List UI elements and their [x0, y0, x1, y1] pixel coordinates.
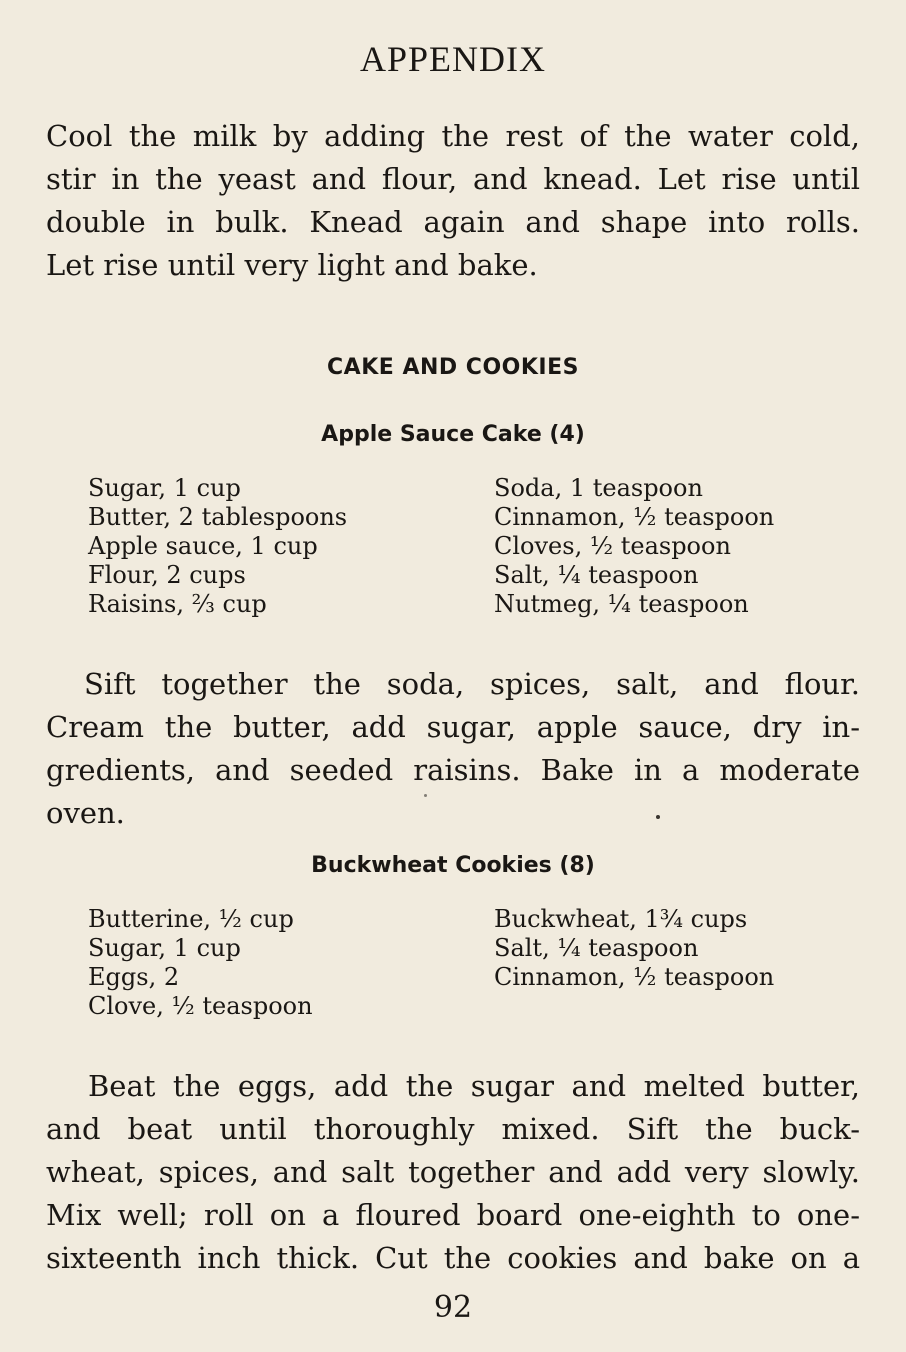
ingredient-item: Flour, 2 cups: [88, 561, 246, 589]
ingredient-item: Cinnamon, ½ teaspoon: [494, 963, 775, 991]
ink-speck: [424, 794, 427, 797]
ingredient-item: Sugar, 1 cup: [88, 474, 241, 502]
ingredient-column-right: [494, 905, 774, 992]
ingredient-item: Buckwheat, 1¾ cups: [494, 905, 748, 933]
paragraph-line: Sift together the soda, spices, salt, and flour.: [84, 667, 860, 701]
paragraph-line: stir in the yeast and flour, and knead. Let rise until: [46, 162, 860, 196]
ingredient-item: Butterine, ½ cup: [88, 905, 294, 933]
paragraph-line: Let rise until very light and bake.: [46, 248, 538, 282]
paragraph-line: Beat the eggs, add the sugar and melted butter,: [88, 1069, 860, 1103]
ingredient-item: Salt, ¼ teaspoon: [494, 934, 699, 962]
ingredient-column-right: [494, 474, 774, 619]
paragraph-line: Cream the butter, add sugar, apple sauce, dry in-: [46, 710, 860, 744]
paragraph-line: double in bulk. Knead again and shape into rolls.: [46, 205, 860, 239]
ingredient-item: Cloves, ½ teaspoon: [494, 532, 731, 560]
paragraph-line: oven.: [46, 796, 125, 830]
paragraph-line: Mix well; roll on a floured board one-eighth to one-: [46, 1198, 860, 1232]
ingredient-item: Eggs, 2: [88, 963, 180, 991]
paragraph-line: and beat until thoroughly mixed. Sift the buck-: [46, 1112, 860, 1146]
intro-paragraph: [46, 115, 860, 287]
recipe-title-apple-sauce-cake: Apple Sauce Cake (4): [321, 422, 585, 447]
ingredient-item: Nutmeg, ¼ teaspoon: [494, 590, 749, 618]
ingredient-item: Cinnamon, ½ teaspoon: [494, 503, 775, 531]
paragraph-line: wheat, spices, and salt together and add very slowly.: [46, 1155, 860, 1189]
ingredient-list-apple-sauce-cake: [88, 474, 848, 624]
ink-speck: [656, 815, 660, 819]
ingredient-item: Raisins, ⅔ cup: [88, 590, 267, 618]
ingredient-item: Apple sauce, 1 cup: [88, 532, 318, 560]
recipe-title-buckwheat-cookies: Buckwheat Cookies (8): [311, 853, 595, 878]
directions-buckwheat-cookies: [46, 1065, 860, 1280]
ingredient-list-buckwheat-cookies: [88, 905, 848, 1025]
page-number: 92: [433, 1290, 473, 1325]
running-head: APPENDIX: [359, 39, 546, 79]
ingredient-item: Butter, 2 tablespoons: [88, 503, 348, 531]
directions-apple-sauce-cake: [46, 663, 860, 835]
ingredient-item: Soda, 1 teaspoon: [494, 474, 703, 502]
ingredient-column-left: [88, 905, 313, 1021]
paragraph-line: sixteenth inch thick. Cut the cookies and bake on a: [46, 1241, 860, 1275]
paragraph-line: Cool the milk by adding the rest of the water cold,: [46, 119, 860, 153]
ingredient-column-left: [88, 474, 347, 619]
paragraph-line: gredients, and seeded raisins. Bake in a moderate: [46, 753, 860, 787]
ingredient-item: Salt, ¼ teaspoon: [494, 561, 699, 589]
section-heading: CAKE AND COOKIES: [327, 355, 579, 380]
ingredient-item: Clove, ½ teaspoon: [88, 992, 313, 1020]
ingredient-item: Sugar, 1 cup: [88, 934, 241, 962]
